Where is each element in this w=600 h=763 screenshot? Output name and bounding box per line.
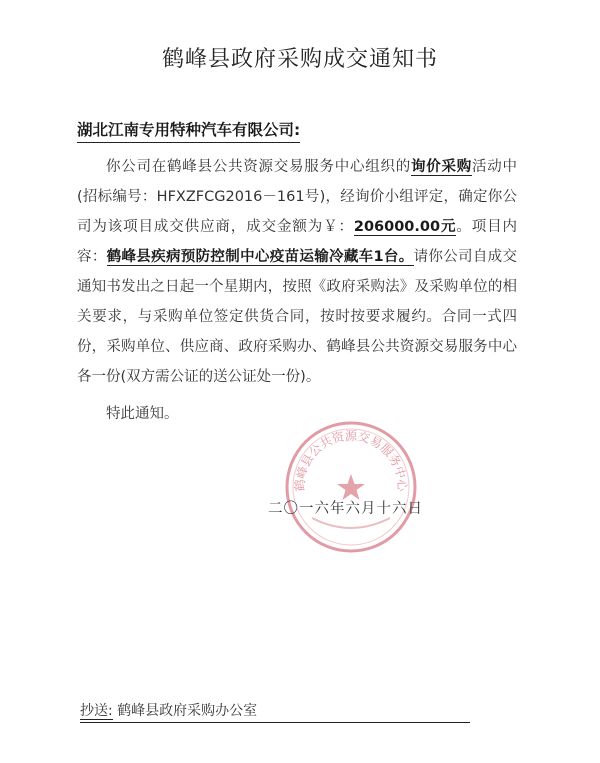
addressee: 湖北江南专用特种汽车有限公司: (77, 118, 300, 143)
closing-line: 特此通知。 (106, 406, 179, 422)
body-text-4: 请你公司自成交通知书发出之日起一个星期内，按照《政府采购法》及采购单位的相关要求，与采购单位签定供货合同，按时按要求履约。合同一式四份，采购单位、供应商、政府采购办、鹤峰县公共资源交易服务中心各一份(双方需公证的送公证处一份)。 (77, 249, 518, 385)
document-title: 鹤峰县政府采购成交通知书 (161, 47, 438, 72)
seal-text: 鹤峰县公共资源交易服务中心 (292, 429, 410, 492)
cc-recipient: 鹤峰县政府采购办公室 (117, 703, 258, 719)
official-seal-stamp (282, 418, 420, 556)
project-content: 鹤峰县疾病预防控制中心疫苗运输冷藏车1台。 (106, 249, 414, 265)
cc-label: 抄送: (80, 703, 113, 719)
body-text-1: 你公司在鹤峰县公共资源交易服务中心组织的 (106, 159, 411, 175)
body-text-2: 活动中(招标编号：HFXZFCG2016－161号)，经询价小组评定，确定你公司为该项目成交供应商，成交金额为￥： (77, 159, 517, 235)
deal-amount: 206000.00元 (353, 219, 457, 235)
issue-date: 二〇一六年六月十六日 (268, 501, 423, 517)
body-text-3: 。项目内容： (77, 219, 517, 265)
procurement-method: 询价采购 (411, 159, 472, 175)
cc-line (80, 700, 470, 723)
notice-body (77, 152, 517, 392)
